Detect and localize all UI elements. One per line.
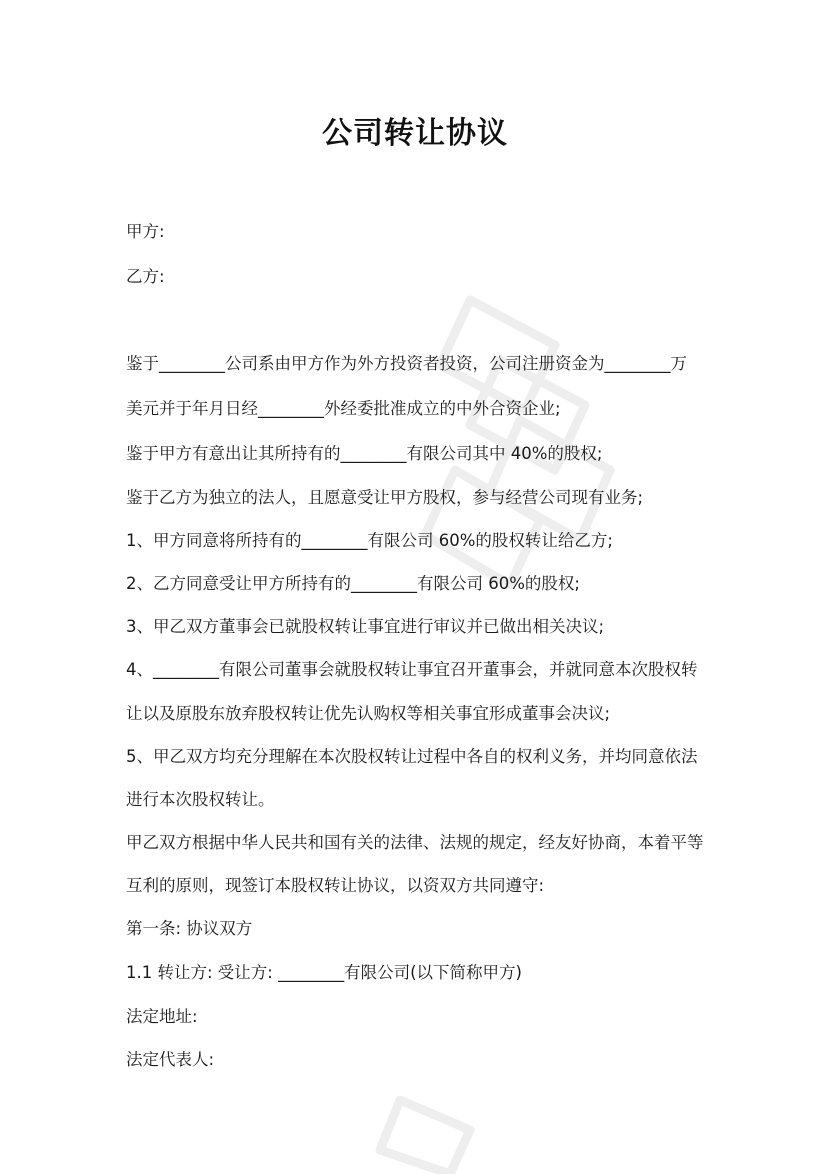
paragraph-line: 美元并于年月日经________外经委批准成立的中外合资企业; (126, 399, 561, 418)
party-a-label: 甲方: (126, 222, 165, 241)
paragraph-line: 互利的原则，现签订本股权转让协议，以资双方共同遵守: (126, 876, 545, 895)
paragraph-line: 鉴于________公司系由甲方作为外方投资者投资，公司注册资金为________万 (126, 354, 687, 373)
document-title: 公司转让协议 (322, 116, 508, 151)
paragraph-line: 甲乙双方根据中华人民共和国有关的法律、法规的规定，经友好协商，本着平等 (126, 833, 704, 852)
clause-4-continued: 让以及原股东放弃股权转让优先认购权等相关事宜形成董事会决议; (126, 704, 611, 723)
legal-address-label: 法定地址: (126, 1007, 198, 1026)
paragraph-line: 鉴于甲方有意出让其所持有的________有限公司其中 40%的股权; (126, 444, 603, 463)
party-b-label: 乙方: (126, 267, 165, 286)
clause-5: 5、甲乙双方均充分理解在本次股权转让过程中各自的权利义务，并均同意依法 (126, 747, 698, 766)
clause-4: 4、________有限公司董事会就股权转让事宜召开董事会，并就同意本次股权转 (126, 660, 698, 679)
clause-1: 1、甲方同意将所持有的________有限公司 60%的股权转让给乙方; (126, 531, 613, 550)
paragraph-line: 鉴于乙方为独立的法人，且愿意受让甲方股权，参与经营公司现有业务; (126, 488, 644, 507)
clause-5-continued: 进行本次股权转让。 (126, 790, 275, 809)
clause-3: 3、甲乙双方董事会已就股权转让事宜进行审议并已做出相关决议; (126, 617, 605, 636)
clause-2: 2、乙方同意受让甲方所持有的________有限公司 60%的股权; (126, 574, 580, 593)
legal-representative-label: 法定代表人: (126, 1050, 215, 1069)
article-1-heading: 第一条: 协议双方 (126, 919, 253, 938)
article-1-1: 1.1 转让方: 受让方: ________有限公司(以下简称甲方) (126, 963, 522, 982)
